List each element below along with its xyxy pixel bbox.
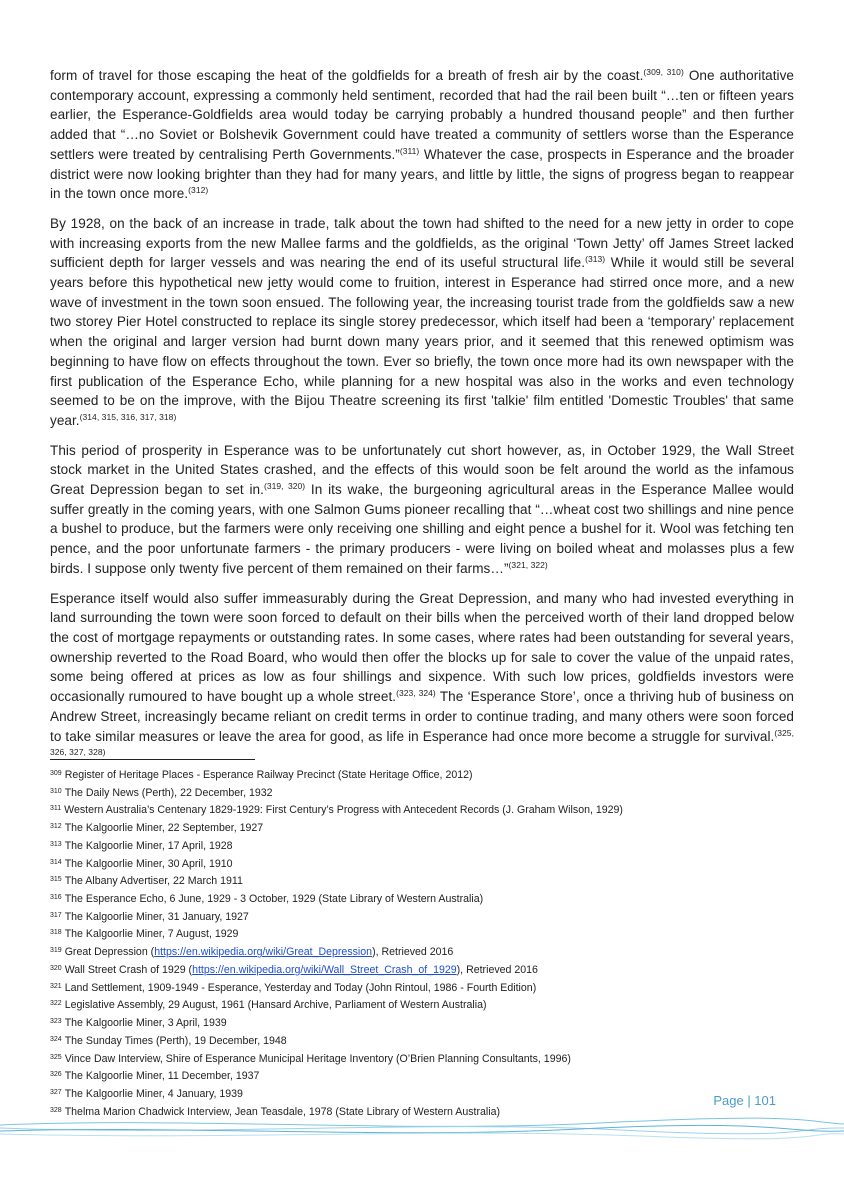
footnote [50, 925, 794, 943]
footnote [50, 872, 794, 890]
footnote [50, 1014, 794, 1032]
footnote [50, 837, 794, 855]
citation-reference: (309, 310) [643, 67, 684, 77]
footnote-text: The Kalgoorlie Miner, 30 April, 1910 [64, 857, 233, 870]
footnote-number: 314 [50, 858, 62, 866]
footnote-text: The Kalgoorlie Miner, 4 January, 1939 [64, 1087, 243, 1100]
footnote [50, 819, 794, 837]
footnote-text: The Esperance Echo, 6 June, 1929 - 3 October, 1929 (State Library of Western Australia) [64, 893, 484, 906]
footnote-number: 320 [50, 964, 62, 972]
paragraph-text: By 1928, on the back of an increase in trade, talk about the town had shifted to the need for a new jetty in order to cope with increasing exports from the new Mallee farms and the goldfields, as the original ‘Town Jetty’ off James Street lacked sufficient depth for larger vessels and was nearing the end of its useful structural life. [50, 215, 794, 271]
page-number: Page | 101 [713, 1093, 776, 1108]
footnote-number: 312 [50, 823, 62, 831]
footnote-text: The Albany Advertiser, 22 March 1911 [64, 875, 243, 888]
footnote [50, 1067, 794, 1085]
paragraph [50, 214, 794, 431]
footnote-text: Legislative Assembly, 29 August, 1961 (Hansard Archive, Parliament of Western Australia) [64, 999, 487, 1012]
footnote-number: 321 [50, 982, 62, 990]
body-text [50, 66, 794, 776]
footnote-text: The Kalgoorlie Miner, 22 September, 1927 [64, 822, 264, 835]
footnote [50, 801, 794, 819]
paragraph-text: form of travel for those escaping the heat of the goldfields for a breath of fresh air by the coast. [50, 68, 644, 83]
footnote-number: 313 [50, 840, 62, 848]
paragraph [50, 441, 794, 579]
footnote-number: 315 [50, 876, 62, 884]
footnote [50, 766, 794, 784]
footnote [50, 961, 794, 979]
footnote [50, 943, 794, 961]
footnote-number: 326 [50, 1071, 62, 1079]
footnote-text: Vince Daw Interview, Shire of Esperance Municipal Heritage Inventory (O’Brien Planning Consultants, 1996) [64, 1052, 571, 1065]
decorative-wave-lines [0, 1105, 844, 1148]
citation-reference: (323, 324) [396, 688, 436, 699]
footnote-number: 328 [50, 1106, 62, 1114]
footnote-number: 311 [50, 805, 62, 813]
footnote [50, 1085, 794, 1103]
citation-reference: (319, 320) [263, 481, 306, 492]
paragraph [50, 589, 794, 766]
footnote-number: 317 [50, 911, 62, 919]
footnote-text: Register of Heritage Places - Esperance Railway Precinct (State Heritage Office, 2012) [64, 769, 473, 781]
paragraph-text: One authoritative contemporary account, expressing a commonly held sentiment, recorded that had the rail been built “…ten or fifteen years earlier, the Esperance-Goldfields area would today be carrying probably a hundred thousand people” and then further added that “…no Soviet or Bolshevik Government could have treated a community of settlers worse than the Esperance settlers were treated by centralising Perth Governments.” [50, 68, 795, 162]
paragraph-text: This period of prosperity in Esperance was to be unfortunately cut short however, as, in October 1929, the Wall Street stock market in the United States crashed, and the effects of this would soon be felt around the world as the infamous Great Depression began to set in. [50, 442, 794, 498]
footnote [50, 784, 794, 802]
footnote-link[interactable]: https://en.wikipedia.org/wiki/Wall_Street_Crash_of_1929 [192, 963, 457, 976]
footnote [50, 979, 794, 997]
footnote-text-suffix: ), Retrieved 2016 [372, 946, 454, 959]
paragraph [50, 66, 794, 204]
footnote [50, 1050, 794, 1068]
footnote-text: The Kalgoorlie Miner, 31 January, 1927 [64, 910, 249, 923]
footnote-text: The Kalgoorlie Miner, 17 April, 1928 [64, 839, 233, 852]
footnote-number: 322 [50, 1000, 62, 1008]
footnote-text: Land Settlement, 1909-1949 - Esperance, Yesterday and Today (John Rintoul, 1986 - Fourth Edition) [64, 981, 537, 994]
citation-reference: (321, 322) [508, 559, 548, 570]
citation-reference: (312) [188, 185, 209, 196]
footnote [50, 890, 794, 908]
paragraph-text: Esperance itself would also suffer immeasurably during the Great Depression, and many who had invested everything in land surrounding the town were soon forced to default on their bills when the perceived worth of their land dropped below the cost of mortgage repayments or outstanding rates. In some cases, where rates had been outstanding for several years, ownership reverted to the Road Board, who would then offer the blocks up for sale to cover the value of the unpaid rates, some being offered at prices as low as four shillings and sixpence. With such low prices, goldfields investors were occasionally rumoured to have bought up a whole street. [50, 590, 794, 705]
citation-reference: (325, 326, 327, 328) [50, 727, 794, 758]
footnote-number: 325 [50, 1053, 62, 1061]
citation-reference: (311) [399, 145, 420, 156]
footnote-number: 318 [50, 929, 62, 937]
footnote [50, 996, 794, 1014]
footnote [50, 1032, 794, 1050]
footnote-number: 316 [50, 894, 62, 902]
footnote [50, 908, 794, 926]
paragraph-text: Whatever the case, prospects in Esperance and the broader district were now looking brighter than they had for many years, and little by little, the signs of progress began to reappear in the town once more. [50, 146, 795, 202]
footnote-text: The Kalgoorlie Miner, 3 April, 1939 [64, 1017, 227, 1030]
footnote-number: 319 [50, 947, 62, 955]
paragraph-text: In its wake, the burgeoning agricultural areas in the Esperance Mallee would suffer greatly in the coming years, with one Salmon Gums pioneer recalling that “…wheat cost two shillings and nine pence a bushel to produce, but the farmers were only receiving one shilling and eight pence a bushel for it. Wool was fetching ten pence, and the poor unfortunate farmers - the primary producers - were living on boiled wheat and molasses plus a few birds. I suppose only twenty five percent of them remained on their farms…” [50, 482, 795, 576]
footnote-text: The Kalgoorlie Miner, 7 August, 1929 [64, 928, 239, 941]
footnote-number: 327 [50, 1088, 62, 1096]
footnote-text: The Kalgoorlie Miner, 11 December, 1937 [64, 1070, 260, 1083]
footnote-link[interactable]: https://en.wikipedia.org/wiki/Great_Depression [154, 946, 373, 959]
citation-reference: (314, 315, 316, 317, 318) [79, 411, 177, 422]
footnote-number: 309 [50, 770, 62, 777]
footnote-text: Great Depression ( [64, 946, 155, 959]
citation-reference: (313) [585, 254, 606, 265]
footnote-text: The Daily News (Perth), 22 December, 1932 [64, 786, 273, 799]
footnote-text: The Sunday Times (Perth), 19 December, 1948 [64, 1034, 287, 1047]
footnote-text: Wall Street Crash of 1929 ( [64, 963, 193, 976]
paragraph-text: While it would still be several years before this hypothetical new jetty would come to fruition, interest in Esperance had stirred once more, and a new wave of investment in the town soon ensued. The following year, the increasing tourist trade from the goldfields saw a new two storey Pier Hotel constructed to replace its single storey predecessor, which itself had been a ‘temporary’ replacement when the original and larger version had burnt down many years prior, and it seemed that this renewed optimism was beginning to have flow on effects throughout the town. Ever so briefly, the town once more had its own newspaper with the first publication of the Esperance Echo, while planning for a new hospital was also in the works and even technology seemed to be on the improve, with the Bijou Theatre screening its first 'talkie' film entitled 'Domestic Troubles' that same year. [50, 255, 795, 428]
footnote-number: 310 [50, 787, 62, 795]
footnote-number: 324 [50, 1035, 62, 1043]
footnote-number: 323 [50, 1018, 62, 1026]
footnote-text: Thelma Marion Chadwick Interview, Jean Teasdale, 1978 (State Library of Western Australia) [64, 1105, 501, 1118]
footnotes [50, 766, 794, 1120]
footnote-text: Western Australia’s Centenary 1829-1929: First Century’s Progress with Antecedent Records (J. Graham Wilson, 1929) [64, 804, 623, 817]
footnote-separator [50, 759, 255, 760]
footnote-text-suffix: ), Retrieved 2016 [456, 963, 538, 976]
paragraph-text: The ‘Esperance Store’, once a thriving hub of business on Andrew Street, increasingly became reliant on credit terms in order to continue trading, and many others were soon forced to take similar measures or leave the area for good, as life in Esperance had once more become a struggle for survival. [50, 689, 794, 744]
footnote [50, 855, 794, 873]
